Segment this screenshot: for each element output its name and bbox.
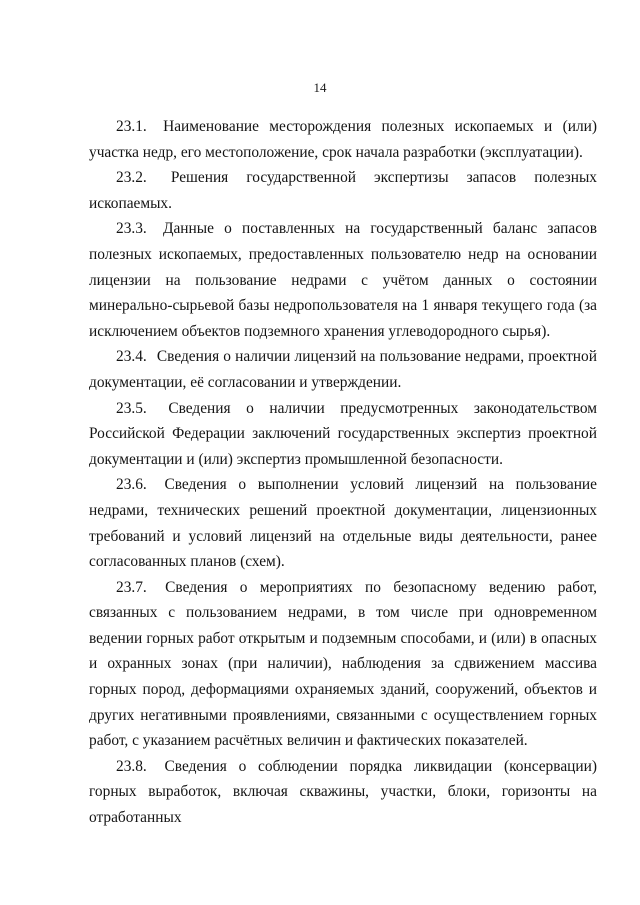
clause-number: 23.2. [116, 169, 147, 187]
clause-number: 23.6. [116, 476, 147, 494]
clause-number: 23.8. [116, 757, 147, 775]
clause-text: Сведения о мероприятиях по безопасному ведению работ, связанных с пользованием недрами, в том числе при одновременном ведении горных работ открытым и подземным способами, и (или) в опасных и охранных зонах (при наличии), наблюдения за сдвижением массива горных пород, деформациями охраняемых зданий, сооружений, объектов и других негативными проявлениями, связанными с осуществлением горных работ, с указанием расчётных величин и фактических показателей. [89, 578, 597, 750]
clause-23-3 [89, 216, 597, 344]
clause-number: 23.4. [116, 348, 147, 366]
page-number: 14 [313, 80, 327, 95]
clause-23-8 [89, 754, 597, 831]
clause-23-6 [89, 472, 597, 574]
clause-text: Сведения о наличии лицензий на пользование недрами, проектной документации, её согласовании и утверждении. [89, 348, 597, 391]
clause-number: 23.7. [116, 578, 147, 596]
clause-23-7 [89, 575, 597, 754]
clause-text: Наименование месторождения полезных ископаемых и (или) участка недр, его местоположение, срок начала разработки (эксплуатации). [89, 118, 597, 161]
clause-number: 23.1. [116, 118, 147, 135]
clause-23-1 [89, 114, 597, 165]
clause-text: Решения государственной экспертизы запасов полезных ископаемых. [89, 169, 597, 212]
clause-number: 23.5. [116, 399, 147, 417]
clause-text: Данные о поставленных на государственный баланс запасов полезных ископаемых, предоставленных пользователю недр на основании лицензии на пользование недрами с учётом данных о состоянии минерально-сырьевой базы недропользователя на 1 января текущего года (за исключением объектов подземного хранения углеводородного сырья). [89, 220, 597, 340]
clause-text: Сведения о наличии предусмотренных законодательством Российской Федерации заключений государственных экспертиз проектной документации и (или) экспертиз промышленной безопасности. [89, 399, 597, 468]
clause-23-5 [89, 396, 597, 473]
clause-23-2 [89, 165, 597, 216]
document-body [89, 114, 597, 831]
clause-23-4 [89, 344, 597, 395]
clause-text: Сведения о соблюдении порядка ликвидации (консервации) горных выработок, включая скважины, участки, блоки, горизонты на отработанных [89, 757, 597, 827]
clause-number: 23.3. [116, 220, 147, 238]
clause-text: Сведения о выполнении условий лицензий на пользование недрами, технических решений проектной документации, лицензионных требований и условий лицензий на отдельные виды деятельности, ранее согласованных планов (схем). [89, 476, 597, 571]
